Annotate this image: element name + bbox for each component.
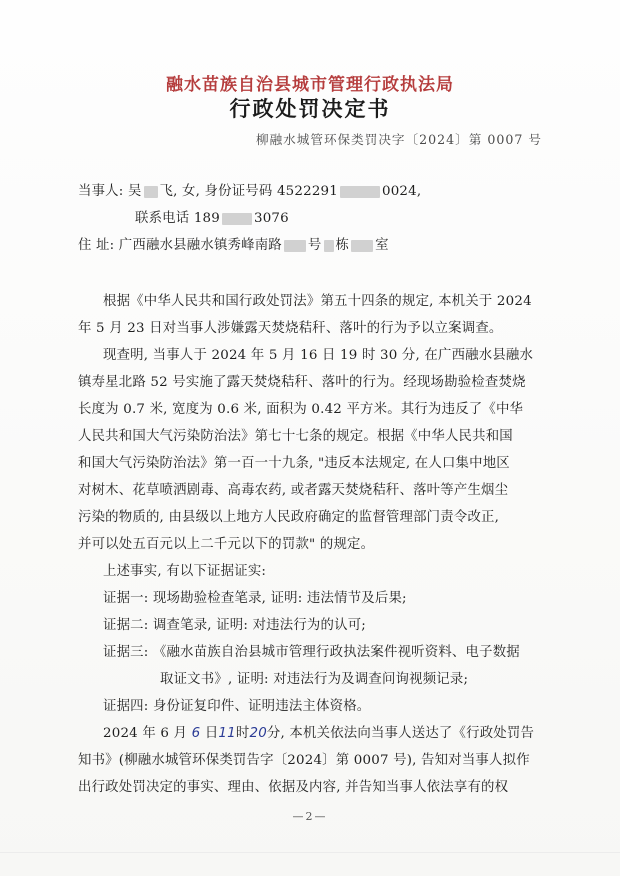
redaction-block (340, 186, 380, 198)
paragraph-line: 现查明, 当事人于 2024 年 5 月 16 日 19 时 30 分, 在广西融水县融水 (103, 348, 534, 363)
evidence-item: 证据二: 调查笔录, 证明: 对违法行为的认可; (103, 618, 366, 633)
handwritten-minute: 20 (249, 726, 267, 741)
address-part: 室 (375, 238, 389, 253)
handwritten-day: 6 (191, 726, 201, 741)
redaction-block (324, 240, 334, 252)
party-label: 当事人: 吴 (78, 184, 142, 199)
evidence-item: 证据四: 身份证复印件、证明违法主体资格。 (103, 699, 371, 714)
paragraph-line: 知书》(柳融水城管环保类罚告字〔2024〕第 0007 号), 告知对当事人拟作 (78, 753, 530, 768)
date-text: 日 (204, 726, 219, 741)
paragraph-line: 和国大气污染防治法》第一百一十九条, "违反本法规定, 在人口集中地区 (78, 456, 510, 471)
paragraph-line: 镇寿星北路 52 号实施了露天焚烧秸秆、落叶的行为。经现场勘验检查焚烧 (78, 375, 526, 390)
paragraph-line: 长度为 0.7 米, 宽度为 0.6 米, 面积为 0.42 平方米。其行为违反了《中华 (78, 402, 524, 417)
paragraph-line (103, 725, 534, 743)
evidence-item: 证据一: 现场勘验检查笔录, 证明: 违法情节及后果; (103, 591, 407, 606)
paragraph-line: 根据《中华人民共和国行政处罚法》第五十四条的规定, 本机关于 2024 (103, 294, 532, 309)
evidence-item: 取证文书》, 证明: 对违法行为及调查问询视频记录; (160, 672, 469, 687)
redaction-block (222, 213, 252, 225)
document-number: 柳融水城管环保类罚决字〔2024〕第 0007 号 (255, 132, 542, 147)
document-title: 行政处罚决定书 (229, 96, 391, 121)
date-text: 分, 本机关依法向当事人送达了《行政处罚告 (266, 726, 535, 741)
paragraph-line: 年 5 月 23 日对当事人涉嫌露天焚烧秸秆、落叶的行为予以立案调查。 (78, 321, 503, 336)
paragraph-line: 污染的物质的, 由县级以上地方人民政府确定的监督管理部门责令改正, (78, 510, 500, 525)
paragraph-line: 出行政处罚决定的事实、理由、依据及内容, 并告知当事人依法享有的权 (78, 780, 509, 795)
redaction-block (144, 186, 158, 198)
phone-tail: 3076 (253, 211, 289, 226)
handwritten-hour: 11 (218, 726, 236, 741)
address-part: 栋 (335, 238, 350, 253)
page-bottom-edge (0, 852, 620, 853)
agency-title: 融水苗族自治县城市管理行政执法局 (166, 75, 454, 95)
party-phone-line (135, 210, 289, 228)
party-id: 飞, 女, 身份证号码 4522291 (159, 184, 338, 199)
phone-label: 联系电话 189 (135, 211, 220, 226)
redaction-block (284, 240, 306, 252)
party-name-line (78, 183, 421, 201)
redaction-block (351, 240, 373, 252)
party-id-tail: 0024, (381, 184, 422, 199)
address-label: 住 址: 广西融水县融水镇秀峰南路 (78, 238, 282, 253)
evidence-item: 证据三: 《融水苗族自治县城市管理行政执法案件视听资料、电子数据 (103, 645, 520, 660)
paragraph-line: 上述事实, 有以下证据证实: (103, 564, 267, 579)
address-part: 号 (307, 238, 322, 253)
date-text: 2024 年 6 月 (103, 726, 188, 741)
date-text: 时 (235, 726, 250, 741)
paragraph-line: 并可以处五百元以上二千元以下的罚款" 的规定。 (78, 537, 375, 552)
page-number: —2— (292, 810, 328, 823)
party-address-line (78, 237, 389, 255)
paragraph-line: 对树木、花草喷洒剧毒、高毒农药, 或者露天焚烧秸秆、落叶等产生烟尘 (78, 483, 509, 498)
paragraph-line: 人民共和国大气污染防治法》第七十七条的规定。根据《中华人民共和国 (78, 429, 513, 444)
